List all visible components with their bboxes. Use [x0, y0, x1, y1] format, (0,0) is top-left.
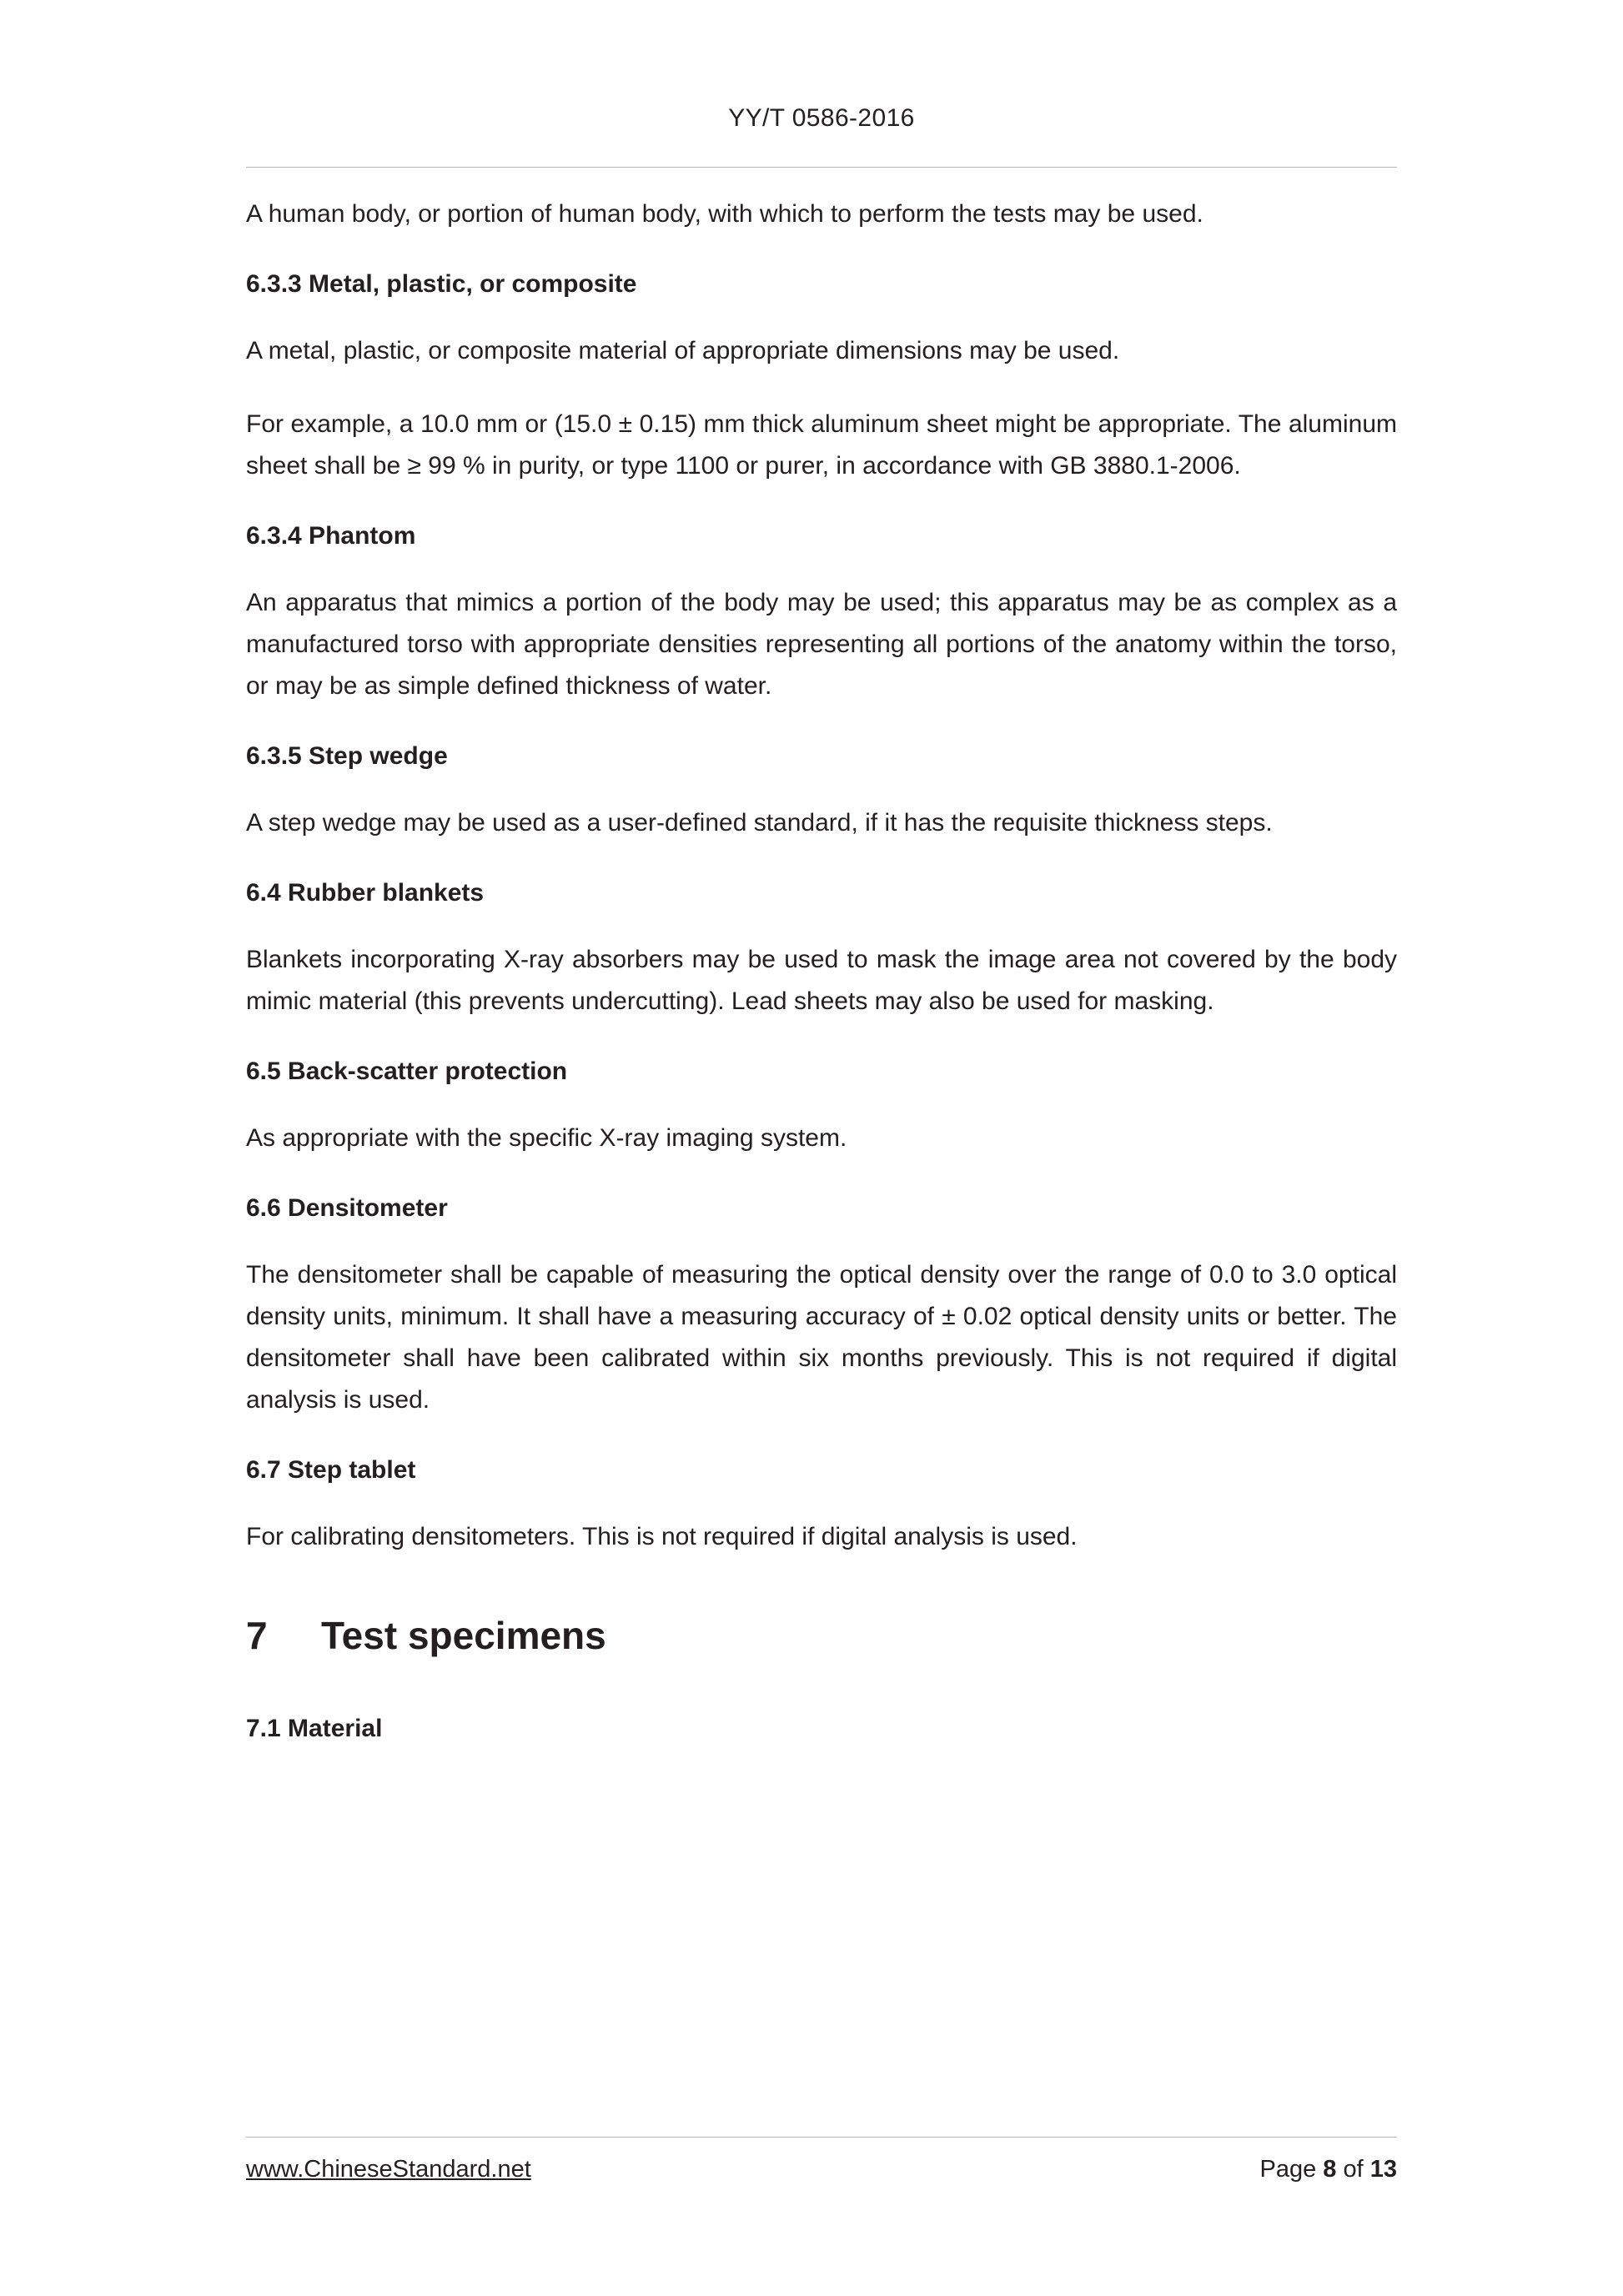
- footer-page-of: of: [1343, 2156, 1364, 2183]
- heading-6-4: 6.4 Rubber blankets: [246, 879, 485, 907]
- page-footer: [246, 2156, 1397, 2183]
- heading-6-5: 6.5 Back-scatter protection: [246, 1058, 568, 1085]
- heading-6-6: 6.6 Densitometer: [246, 1194, 448, 1222]
- heading-6-3-4: 6.3.4 Phantom: [246, 522, 416, 550]
- paragraph-6-6-1: The densitometer shall be capable of measuring the optical density over the range of 0.0 to 3.0 optical density units, minimum. It shall have a measuring accuracy of ± 0.02 optical density units or better. The densitometer shall have been calibrated within six months previously. This is not required if digital analysis is used.: [246, 1261, 1397, 1414]
- standard-number: YY/T 0586-2016: [728, 104, 915, 132]
- paragraph-6-7-1: For calibrating densitometers. This is not required if digital analysis is used.: [246, 1523, 1078, 1550]
- paragraph-6-4-1: Blankets incorporating X-ray absorbers may be used to mask the image area not covered by the body mimic material (this prevents undercutting). Lead sheets may also be used for masking.: [246, 946, 1397, 1015]
- heading-7-1: 7.1 Material: [246, 1715, 383, 1742]
- page-header: [246, 104, 1397, 133]
- footer-page-prefix: Page: [1259, 2156, 1317, 2183]
- footer-website-link[interactable]: www.ChineseStandard.net: [246, 2156, 531, 2183]
- clause-7-number: 7: [246, 1614, 268, 1657]
- header-divider: [246, 167, 1397, 168]
- paragraph-6-3-4-1: An apparatus that mimics a portion of the body may be used; this apparatus may be as complex as a manufactured torso with appropriate densities representing all portions of the anatomy within the torso, or may be as simple defined thickness of water.: [246, 589, 1397, 700]
- document-body: [246, 193, 1397, 1775]
- paragraph-6-3-5-1: A step wedge may be used as a user-defined standard, if it has the requisite thickness steps.: [246, 809, 1273, 837]
- paragraph-6-3-3-2: For example, a 10.0 mm or (15.0 ± 0.15) mm thick aluminum sheet might be appropriate. The aluminum sheet shall be ≥ 99 % in purity, or type 1100 or purer, in accordance with GB 3880.1-2006.: [246, 410, 1397, 480]
- intro-paragraph: A human body, or portion of human body, with which to perform the tests may be used.: [246, 200, 1203, 228]
- footer-divider: [246, 2137, 1397, 2138]
- clause-7-title: [246, 1611, 1397, 1660]
- footer-page-number: 8: [1323, 2156, 1337, 2183]
- footer-page-total: 13: [1369, 2156, 1397, 2183]
- heading-6-3-5: 6.3.5 Step wedge: [246, 742, 448, 770]
- heading-6-7: 6.7 Step tablet: [246, 1456, 416, 1484]
- paragraph-6-3-3-1: A metal, plastic, or composite material of appropriate dimensions may be used.: [246, 337, 1120, 364]
- paragraph-6-5-1: As appropriate with the specific X-ray imaging system.: [246, 1124, 847, 1152]
- page-content-frame: [246, 0, 1397, 2296]
- heading-6-3-3: 6.3.3 Metal, plastic, or composite: [246, 270, 637, 298]
- clause-7-text: Test specimens: [321, 1614, 606, 1657]
- footer-page-indicator: [1259, 2156, 1397, 2183]
